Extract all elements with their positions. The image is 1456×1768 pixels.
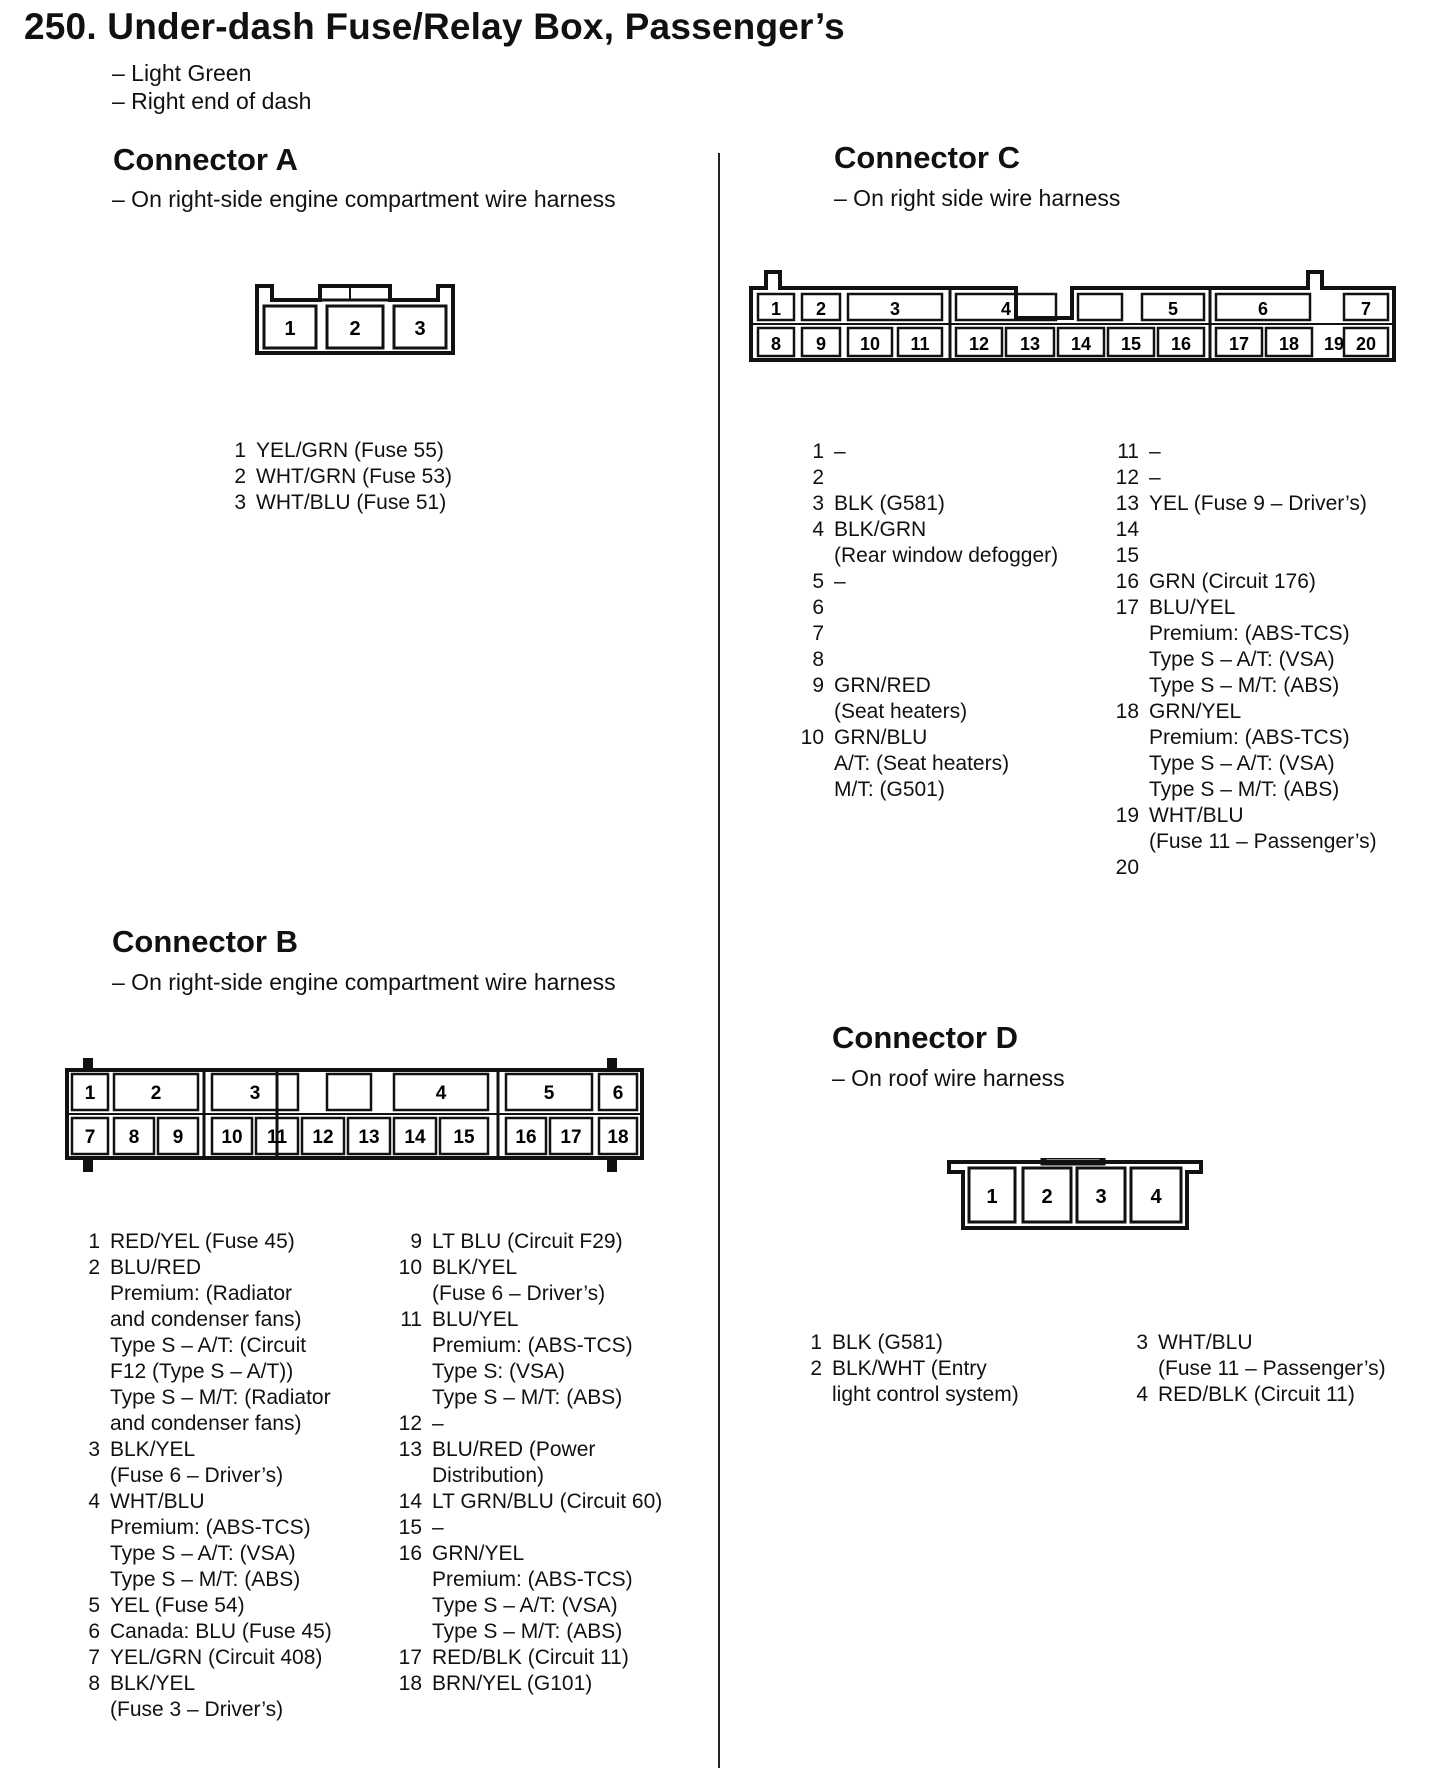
pin-description-line: BLU/YEL	[432, 1308, 519, 1331]
pin-number: 2	[234, 465, 246, 488]
pin-description-line: (Fuse 11 – Passenger’s)	[1149, 830, 1377, 853]
pin-description-line: (Fuse 11 – Passenger’s)	[1158, 1357, 1386, 1380]
pin-entry	[398, 1437, 662, 1489]
pin-description-line: –	[432, 1412, 444, 1435]
pin-number: 13	[398, 1438, 422, 1461]
pin-description-line: Type S – A/T: (VSA)	[110, 1542, 296, 1565]
pin-description-line: BLU/RED	[110, 1256, 202, 1279]
pin-entry	[398, 1515, 662, 1541]
connector-b-location: – On right-side engine compartment wire harness	[112, 969, 616, 995]
pin-description-line: Type S – M/T: (ABS)	[110, 1568, 301, 1591]
subtitle-color: – Light Green	[112, 60, 252, 86]
pin-number: 5	[88, 1594, 100, 1617]
connector-a-pin-list	[222, 438, 452, 516]
connector-b-pin-label: 12	[312, 1127, 334, 1148]
pin-number: 18	[1115, 700, 1139, 723]
pin-entry	[76, 1671, 332, 1723]
pin-description-line: Distribution)	[432, 1464, 545, 1487]
connector-a-title: Connector A	[113, 142, 298, 177]
pin-entry	[800, 465, 1058, 491]
pin-description-line: and condenser fans)	[110, 1412, 302, 1435]
pin-description-line	[1149, 855, 1377, 881]
pin-number: 7	[812, 622, 824, 645]
pin-entry	[76, 1593, 332, 1619]
connector-c-pin-label: 1	[770, 299, 782, 319]
connector-a-pin-label: 2	[349, 318, 361, 340]
pin-description-line: A/T: (Seat heaters)	[834, 752, 1010, 775]
connector-b-pin-label: 8	[128, 1127, 140, 1148]
connector-d-pin-label: 1	[986, 1186, 998, 1208]
pin-number: 6	[812, 596, 824, 619]
connector-c-pin-label: 3	[889, 299, 901, 319]
pin-entry	[222, 490, 452, 516]
pin-entry	[398, 1645, 662, 1671]
pin-number: 5	[812, 570, 824, 593]
connector-b-pin-label: 6	[612, 1083, 624, 1104]
connector-b-pin-label: 17	[560, 1127, 582, 1148]
pin-description-line: F12 (Type S – A/T))	[110, 1360, 294, 1383]
pin-description-line	[834, 647, 1058, 673]
pin-description-line: Type S – A/T: (Circuit	[110, 1334, 307, 1357]
connector-c-location: – On right side wire harness	[834, 185, 1121, 211]
pin-description-line: WHT/BLU	[110, 1490, 205, 1513]
connector-c-pin-label: 2	[815, 299, 827, 319]
connector-b-diagram	[62, 1054, 652, 1178]
pin-number: 4	[1136, 1383, 1148, 1406]
pin-number: 6	[88, 1620, 100, 1643]
pin-description-line	[834, 621, 1058, 647]
pin-description-line: Premium: (Radiator	[110, 1282, 293, 1305]
pin-entry	[800, 439, 1058, 465]
connector-c-title: Connector C	[834, 140, 1020, 175]
pin-description-line: Type S – M/T: (ABS)	[432, 1620, 623, 1643]
pin-number: 9	[410, 1230, 422, 1253]
pin-number: 1	[88, 1230, 100, 1253]
connector-c-pin-label: 12	[968, 334, 990, 354]
pin-description-line: Premium: (ABS-TCS)	[110, 1516, 311, 1539]
pin-description-line: RED/YEL (Fuse 45)	[110, 1230, 295, 1253]
connector-d-pin-label: 2	[1041, 1186, 1053, 1208]
pin-entry	[76, 1229, 332, 1255]
pin-number: 16	[1115, 570, 1139, 593]
connector-c-pin-label: 19	[1323, 334, 1345, 354]
pin-number: 10	[398, 1256, 422, 1279]
connector-d-pin-label: 4	[1150, 1186, 1162, 1208]
pin-description-line: and condenser fans)	[110, 1308, 302, 1331]
pin-description-line: –	[834, 570, 846, 593]
connector-a-diagram	[250, 280, 460, 360]
column-divider	[718, 153, 720, 1768]
pin-entry	[798, 1356, 1019, 1408]
pin-description-line: Type S – M/T: (ABS)	[1149, 778, 1340, 801]
pin-number: 1	[810, 1331, 822, 1354]
pin-number: 15	[398, 1516, 422, 1539]
pin-number: 3	[1136, 1331, 1148, 1354]
pin-description-line: (Fuse 6 – Driver’s)	[432, 1282, 606, 1305]
pin-number: 13	[1115, 492, 1139, 515]
pin-description-line: YEL/GRN (Circuit 408)	[110, 1646, 323, 1669]
pin-number: 12	[398, 1412, 422, 1435]
pin-description-line: BLK/WHT (Entry	[832, 1357, 987, 1380]
pin-number: 14	[1115, 518, 1139, 541]
pin-number: 20	[1115, 856, 1139, 879]
pin-entry	[398, 1307, 662, 1411]
connector-b-pin-label: 2	[150, 1083, 162, 1104]
pin-entry	[398, 1489, 662, 1515]
pin-number: 12	[1115, 466, 1139, 489]
pin-description-line: YEL/GRN (Fuse 55)	[256, 439, 444, 462]
pin-number: 2	[812, 466, 824, 489]
connector-b-pin-label: 14	[404, 1127, 426, 1148]
pin-description-line: (Fuse 3 – Driver’s)	[110, 1698, 284, 1721]
pin-entry	[1115, 595, 1377, 699]
connector-c-diagram	[748, 264, 1400, 364]
connector-c-pin-label: 17	[1228, 334, 1250, 354]
connector-c-pin-label: 18	[1278, 334, 1300, 354]
pin-number: 11	[1117, 440, 1139, 463]
pin-entry	[1115, 855, 1377, 881]
pin-entry	[1115, 803, 1377, 855]
pin-entry	[222, 438, 452, 464]
pin-entry	[398, 1541, 662, 1645]
pin-description-line: YEL (Fuse 54)	[110, 1594, 245, 1617]
pin-number: 17	[398, 1646, 422, 1669]
connector-b-pin-label: 13	[358, 1127, 380, 1148]
connector-d-pin-label: 3	[1095, 1186, 1107, 1208]
pin-entry	[1115, 543, 1377, 569]
connector-c-pin-list-left	[800, 439, 1058, 803]
connector-b-pin-list-left	[76, 1229, 332, 1723]
pin-description-line: Type S – A/T: (VSA)	[1149, 752, 1335, 775]
connector-b-pin-label: 15	[453, 1127, 475, 1148]
pin-description-line: WHT/GRN (Fuse 53)	[256, 465, 453, 488]
pin-description-line: –	[1149, 440, 1161, 463]
pin-description-line: light control system)	[832, 1383, 1019, 1406]
pin-entry	[800, 491, 1058, 517]
pin-entry	[1115, 491, 1377, 517]
pin-number: 3	[234, 491, 246, 514]
pin-description-line	[1149, 517, 1377, 543]
pin-description-line: (Rear window defogger)	[834, 544, 1059, 567]
pin-number: 1	[812, 440, 824, 463]
connector-b-pin-label: 7	[84, 1127, 96, 1148]
connector-c-pin-label: 5	[1167, 299, 1179, 319]
connector-b-pin-label: 18	[607, 1127, 629, 1148]
pin-number: 16	[398, 1542, 422, 1565]
pin-number: 2	[88, 1256, 100, 1279]
pin-entry	[76, 1255, 332, 1437]
pin-entry	[1115, 439, 1377, 465]
connector-b-pin-label: 3	[249, 1083, 261, 1104]
pin-entry	[76, 1645, 332, 1671]
pin-number: 9	[812, 674, 824, 697]
connector-c-pin-label: 11	[910, 334, 930, 354]
pin-description-line: RED/BLK (Circuit 11)	[1158, 1383, 1355, 1406]
pin-description-line: BLK/YEL	[110, 1672, 196, 1695]
pin-description-line: GRN/RED	[834, 674, 931, 697]
pin-description-line: WHT/BLU (Fuse 51)	[256, 491, 447, 514]
pin-entry	[398, 1411, 662, 1437]
pin-entry	[76, 1489, 332, 1593]
pin-description-line: WHT/BLU	[1158, 1331, 1253, 1354]
pin-description-line: BLK/GRN	[834, 518, 927, 541]
connector-c-pin-label: 13	[1019, 334, 1041, 354]
pin-number: 14	[398, 1490, 422, 1513]
pin-entry	[1115, 465, 1377, 491]
connector-d-pin-list-right	[1124, 1330, 1386, 1408]
connector-b-pin-label: 9	[172, 1127, 184, 1148]
pin-description-line	[1149, 543, 1377, 569]
pin-number: 4	[88, 1490, 100, 1513]
pin-entry	[800, 595, 1058, 621]
pin-description-line: Premium: (ABS-TCS)	[1149, 622, 1350, 645]
pin-entry	[398, 1255, 662, 1307]
pin-number: 8	[88, 1672, 100, 1695]
connector-c-pin-label: 8	[770, 334, 782, 354]
pin-description-line: Type S – A/T: (VSA)	[432, 1594, 618, 1617]
pin-description-line: Canada: BLU (Fuse 45)	[110, 1620, 332, 1643]
pin-description-line: GRN/YEL	[1149, 700, 1242, 723]
pin-entry	[800, 517, 1058, 569]
pin-description-line: GRN/YEL	[432, 1542, 525, 1565]
pin-description-line: YEL (Fuse 9 – Driver’s)	[1149, 492, 1367, 515]
pin-description-line: Premium: (ABS-TCS)	[1149, 726, 1350, 749]
pin-description-line: LT GRN/BLU (Circuit 60)	[432, 1490, 663, 1513]
pin-entry	[76, 1619, 332, 1645]
connector-b-pin-list-right	[398, 1229, 662, 1697]
pin-entry	[1124, 1330, 1386, 1382]
pin-description-line: (Fuse 6 – Driver’s)	[110, 1464, 284, 1487]
pin-entry	[1115, 569, 1377, 595]
connector-b-pin-label: 1	[84, 1083, 96, 1104]
pin-description-line: –	[1149, 466, 1161, 489]
pin-number: 19	[1115, 804, 1139, 827]
pin-number: 10	[800, 726, 824, 749]
connector-b-pin-label: 11	[266, 1127, 288, 1148]
pin-entry	[800, 647, 1058, 673]
pin-description-line: Type S – M/T: (Radiator	[110, 1386, 331, 1409]
pin-description-line: BLU/RED (Power	[432, 1438, 596, 1461]
pin-description-line: RED/BLK (Circuit 11)	[432, 1646, 629, 1669]
pin-description-line: GRN/BLU	[834, 726, 928, 749]
connector-c-pin-label: 6	[1257, 299, 1269, 319]
pin-description-line: BLK (G581)	[834, 492, 945, 515]
pin-number: 8	[812, 648, 824, 671]
pin-entry	[800, 673, 1058, 725]
connector-c-pin-label: 16	[1170, 334, 1192, 354]
connector-b-title: Connector B	[112, 924, 298, 959]
pin-entry	[1115, 699, 1377, 803]
subtitle-location: – Right end of dash	[112, 88, 312, 114]
pin-description-line: Premium: (ABS-TCS)	[432, 1568, 633, 1591]
pin-description-line: –	[834, 440, 846, 463]
connector-c-pin-label: 10	[859, 334, 881, 354]
connector-c-pin-label: 4	[1000, 299, 1012, 319]
pin-description-line: BLK/YEL	[110, 1438, 196, 1461]
pin-description-line: GRN (Circuit 176)	[1149, 570, 1316, 593]
pin-number: 15	[1115, 544, 1139, 567]
connector-c-pin-label: 15	[1120, 334, 1142, 354]
connector-c-pin-label: 9	[815, 334, 827, 354]
pin-number: 3	[88, 1438, 100, 1461]
pin-description-line: Type S: (VSA)	[432, 1360, 566, 1383]
pin-number: 1	[234, 439, 246, 462]
pin-entry	[398, 1229, 662, 1255]
pin-entry	[1115, 517, 1377, 543]
pin-entry	[1124, 1382, 1386, 1408]
pin-entry	[398, 1671, 662, 1697]
pin-entry	[800, 725, 1058, 803]
pin-number: 7	[88, 1646, 100, 1669]
connector-c-pin-label: 20	[1355, 334, 1377, 354]
pin-description-line: WHT/BLU	[1149, 804, 1244, 827]
pin-description-line: Premium: (ABS-TCS)	[432, 1334, 633, 1357]
connector-d-diagram	[945, 1158, 1205, 1234]
pin-number: 4	[812, 518, 824, 541]
pin-entry	[800, 621, 1058, 647]
pin-number: 17	[1115, 596, 1139, 619]
pin-description-line: Type S – A/T: (VSA)	[1149, 648, 1335, 671]
pin-entry	[76, 1437, 332, 1489]
pin-description-line: –	[432, 1516, 444, 1539]
connector-a-pin-label: 1	[284, 318, 296, 340]
pin-number: 18	[398, 1672, 422, 1695]
pin-description-line: BRN/YEL (G101)	[432, 1672, 593, 1695]
connector-c-pin-label: 7	[1360, 299, 1372, 319]
connector-b-pin-label: 16	[515, 1127, 537, 1148]
pin-description-line: Type S – M/T: (ABS)	[1149, 674, 1340, 697]
connector-a-location: – On right-side engine compartment wire harness	[112, 186, 616, 212]
pin-entry	[800, 569, 1058, 595]
connector-b-pin-label: 5	[543, 1083, 555, 1104]
connector-d-location: – On roof wire harness	[832, 1065, 1065, 1091]
connector-c-pin-label: 14	[1070, 334, 1092, 354]
pin-description-line: M/T: (G501)	[834, 778, 945, 801]
connector-d-pin-list-left	[798, 1330, 1019, 1408]
connector-b-pin-label: 10	[221, 1127, 243, 1148]
pin-entry	[222, 464, 452, 490]
pin-number: 2	[810, 1357, 822, 1380]
pin-number: 3	[812, 492, 824, 515]
pin-description-line: Type S – M/T: (ABS)	[432, 1386, 623, 1409]
page-title: 250. Under-dash Fuse/Relay Box, Passenger’s	[24, 6, 845, 47]
connector-d-title: Connector D	[832, 1020, 1018, 1055]
pin-description-line: LT BLU (Circuit F29)	[432, 1230, 623, 1253]
pin-description-line	[834, 465, 1058, 491]
pin-description-line: BLK (G581)	[832, 1331, 943, 1354]
pin-number: 11	[400, 1308, 422, 1331]
connector-a-pin-label: 3	[414, 318, 426, 340]
pin-description-line: BLU/YEL	[1149, 596, 1236, 619]
pin-description-line: (Seat heaters)	[834, 700, 968, 723]
connector-c-pin-list-right	[1115, 439, 1377, 881]
pin-description-line: BLK/YEL	[432, 1256, 518, 1279]
connector-b-pin-label: 4	[435, 1083, 447, 1104]
pin-entry	[798, 1330, 1019, 1356]
pin-description-line	[834, 595, 1058, 621]
